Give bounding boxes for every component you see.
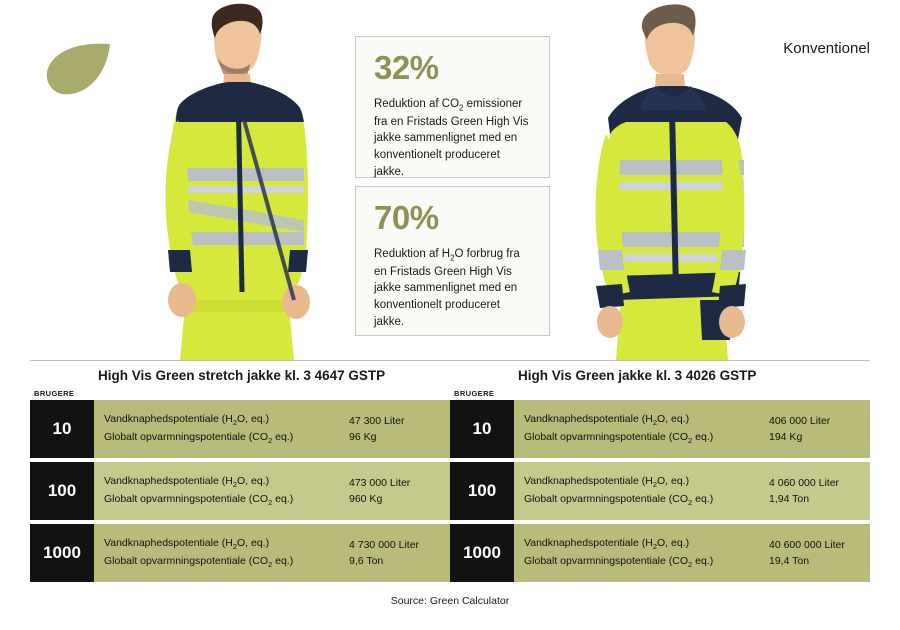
row-label-warming-sub: 2	[688, 436, 693, 446]
row-label-warming-b: eq.)	[692, 431, 714, 443]
row-label-warming-sub: 2	[268, 436, 273, 446]
row-label-warming-b: eq.)	[692, 493, 714, 505]
row-label-warming-b: eq.)	[272, 555, 294, 567]
row-label-warming-a: Globalt opvarmningspotentiale (CO	[524, 431, 689, 443]
section-divider	[30, 360, 870, 361]
row-label-water	[524, 473, 769, 491]
row-label-water-b: O, eq.)	[657, 475, 690, 488]
row-users-count: 100	[450, 462, 514, 520]
row-label-water-b: O, eq.)	[657, 537, 690, 550]
row-label-warming	[104, 553, 349, 571]
table-row	[450, 524, 870, 582]
row-label-warming-a: Globalt opvarmningspotentiale (CO	[524, 493, 689, 505]
fact-text-water-sub: 2	[450, 252, 455, 262]
table-title-right: High Vis Green jakke kl. 3 4026 GSTP	[518, 368, 757, 383]
row-value-water: 40 600 000 Liter	[769, 538, 845, 551]
row-label-water-sub: 2	[652, 480, 657, 490]
fact-box-co2	[355, 36, 550, 178]
row-value-warming: 19,4 Ton	[769, 555, 810, 567]
row-label-warming	[524, 553, 769, 571]
row-labels	[524, 535, 769, 570]
model-photo-conventional-jacket	[560, 0, 790, 360]
row-detail	[514, 524, 870, 582]
row-label-warming-b: eq.)	[272, 493, 294, 505]
row-values	[349, 537, 450, 570]
row-label-warming	[524, 491, 769, 509]
row-value-warming: 960 Kg	[349, 493, 383, 505]
row-detail	[514, 400, 870, 458]
fact-text-co2-sub: 2	[459, 102, 464, 112]
row-users-count: 10	[30, 400, 94, 458]
fact-text-co2	[374, 96, 533, 181]
row-value-water: 47 300 Liter	[349, 414, 405, 427]
row-detail	[514, 462, 870, 520]
row-label-water-a: Vandknaphedspotentiale (H	[524, 475, 653, 488]
row-label-water-sub: 2	[232, 418, 237, 428]
row-label-water-b: O, eq.)	[237, 537, 270, 550]
table-row	[30, 524, 450, 582]
row-labels	[104, 535, 349, 570]
table-row	[450, 462, 870, 520]
row-label-water	[104, 535, 349, 553]
row-users-count: 1000	[30, 524, 94, 582]
fact-text-co2-part2: emissioner fra en Fristads Green High Vis jakke sammenlignet med en konventionelt produceret jakke.	[374, 97, 529, 178]
fact-percent-water: 70%	[374, 199, 439, 236]
leaf-icon	[44, 42, 114, 96]
row-value-water: 4 730 000 Liter	[349, 538, 420, 551]
row-label-water-a: Vandknaphedspotentiale (H	[524, 413, 653, 426]
fact-text-water	[374, 246, 533, 331]
table-row	[30, 462, 450, 520]
row-label-water-sub: 2	[652, 418, 657, 428]
row-label-water	[524, 535, 769, 553]
row-detail	[94, 524, 450, 582]
row-labels	[104, 411, 349, 446]
row-label-warming-b: eq.)	[272, 431, 294, 443]
row-value-water: 4 060 000 Liter	[769, 476, 840, 489]
row-label-water-b: O, eq.)	[657, 413, 690, 426]
row-label-water-sub: 2	[652, 542, 657, 552]
row-labels	[104, 473, 349, 508]
row-label-water	[524, 411, 769, 429]
row-label-warming	[104, 491, 349, 509]
table-row	[450, 400, 870, 458]
row-users-count: 1000	[450, 524, 514, 582]
table-green-jacket	[450, 368, 870, 586]
row-values	[349, 475, 450, 508]
row-detail	[94, 400, 450, 458]
row-detail	[94, 462, 450, 520]
row-label-warming-b: eq.)	[692, 555, 714, 567]
row-value-warming: 96 Kg	[349, 431, 377, 443]
row-value-warming: 9,6 Ton	[349, 555, 384, 567]
row-label-warming-sub: 2	[688, 560, 693, 570]
users-header-left: BRUGERE	[34, 389, 75, 398]
row-users-count: 100	[30, 462, 94, 520]
row-label-water-sub: 2	[232, 542, 237, 552]
row-label-water-b: O, eq.)	[237, 475, 270, 488]
row-label-warming-a: Globalt opvarmningspotentiale (CO	[524, 555, 689, 567]
fact-text-water-part2: O forbrug fra en Fristads Green High Vis jakke sammenlignet med en konventionelt produceret jakke.	[374, 247, 520, 328]
conventional-label: Konventionel	[783, 40, 870, 57]
fact-text-co2-part1: Reduktion af CO	[374, 97, 460, 110]
row-label-warming	[104, 429, 349, 447]
row-label-water	[104, 473, 349, 491]
row-label-water	[104, 411, 349, 429]
fact-box-water	[355, 186, 550, 336]
row-value-warming: 194 Kg	[769, 431, 803, 443]
fact-text-water-part1: Reduktion af H	[374, 247, 451, 260]
row-labels	[524, 473, 769, 508]
row-label-water-a: Vandknaphedspotentiale (H	[104, 537, 233, 550]
row-label-water-a: Vandknaphedspotentiale (H	[524, 537, 653, 550]
table-green-stretch	[30, 368, 450, 586]
row-values	[769, 413, 870, 446]
table-title-left: High Vis Green stretch jakke kl. 3 4647 GSTP	[98, 368, 386, 383]
row-labels	[524, 411, 769, 446]
row-values	[769, 537, 870, 570]
row-values	[769, 475, 870, 508]
row-label-warming-sub: 2	[268, 560, 273, 570]
row-label-water-a: Vandknaphedspotentiale (H	[104, 475, 233, 488]
row-values	[349, 413, 450, 446]
row-value-warming: 1,94 Ton	[769, 493, 810, 505]
row-value-water: 406 000 Liter	[769, 414, 831, 427]
row-label-warming-a: Globalt opvarmningspotentiale (CO	[104, 493, 269, 505]
row-users-count: 10	[450, 400, 514, 458]
row-label-water-sub: 2	[232, 480, 237, 490]
source-note: Source: Green Calculator	[390, 595, 510, 607]
row-label-warming-a: Globalt opvarmningspotentiale (CO	[104, 555, 269, 567]
row-label-warming-sub: 2	[688, 498, 693, 508]
row-label-warming-sub: 2	[268, 498, 273, 508]
row-label-warming-a: Globalt opvarmningspotentiale (CO	[104, 431, 269, 443]
table-row	[30, 400, 450, 458]
row-label-water-a: Vandknaphedspotentiale (H	[104, 413, 233, 426]
model-photo-green-stretch-jacket	[118, 0, 358, 360]
row-label-warming	[524, 429, 769, 447]
row-value-water: 473 000 Liter	[349, 476, 411, 489]
users-header-right: BRUGERE	[454, 389, 495, 398]
row-label-water-b: O, eq.)	[237, 413, 270, 426]
fact-percent-co2: 32%	[374, 49, 439, 86]
